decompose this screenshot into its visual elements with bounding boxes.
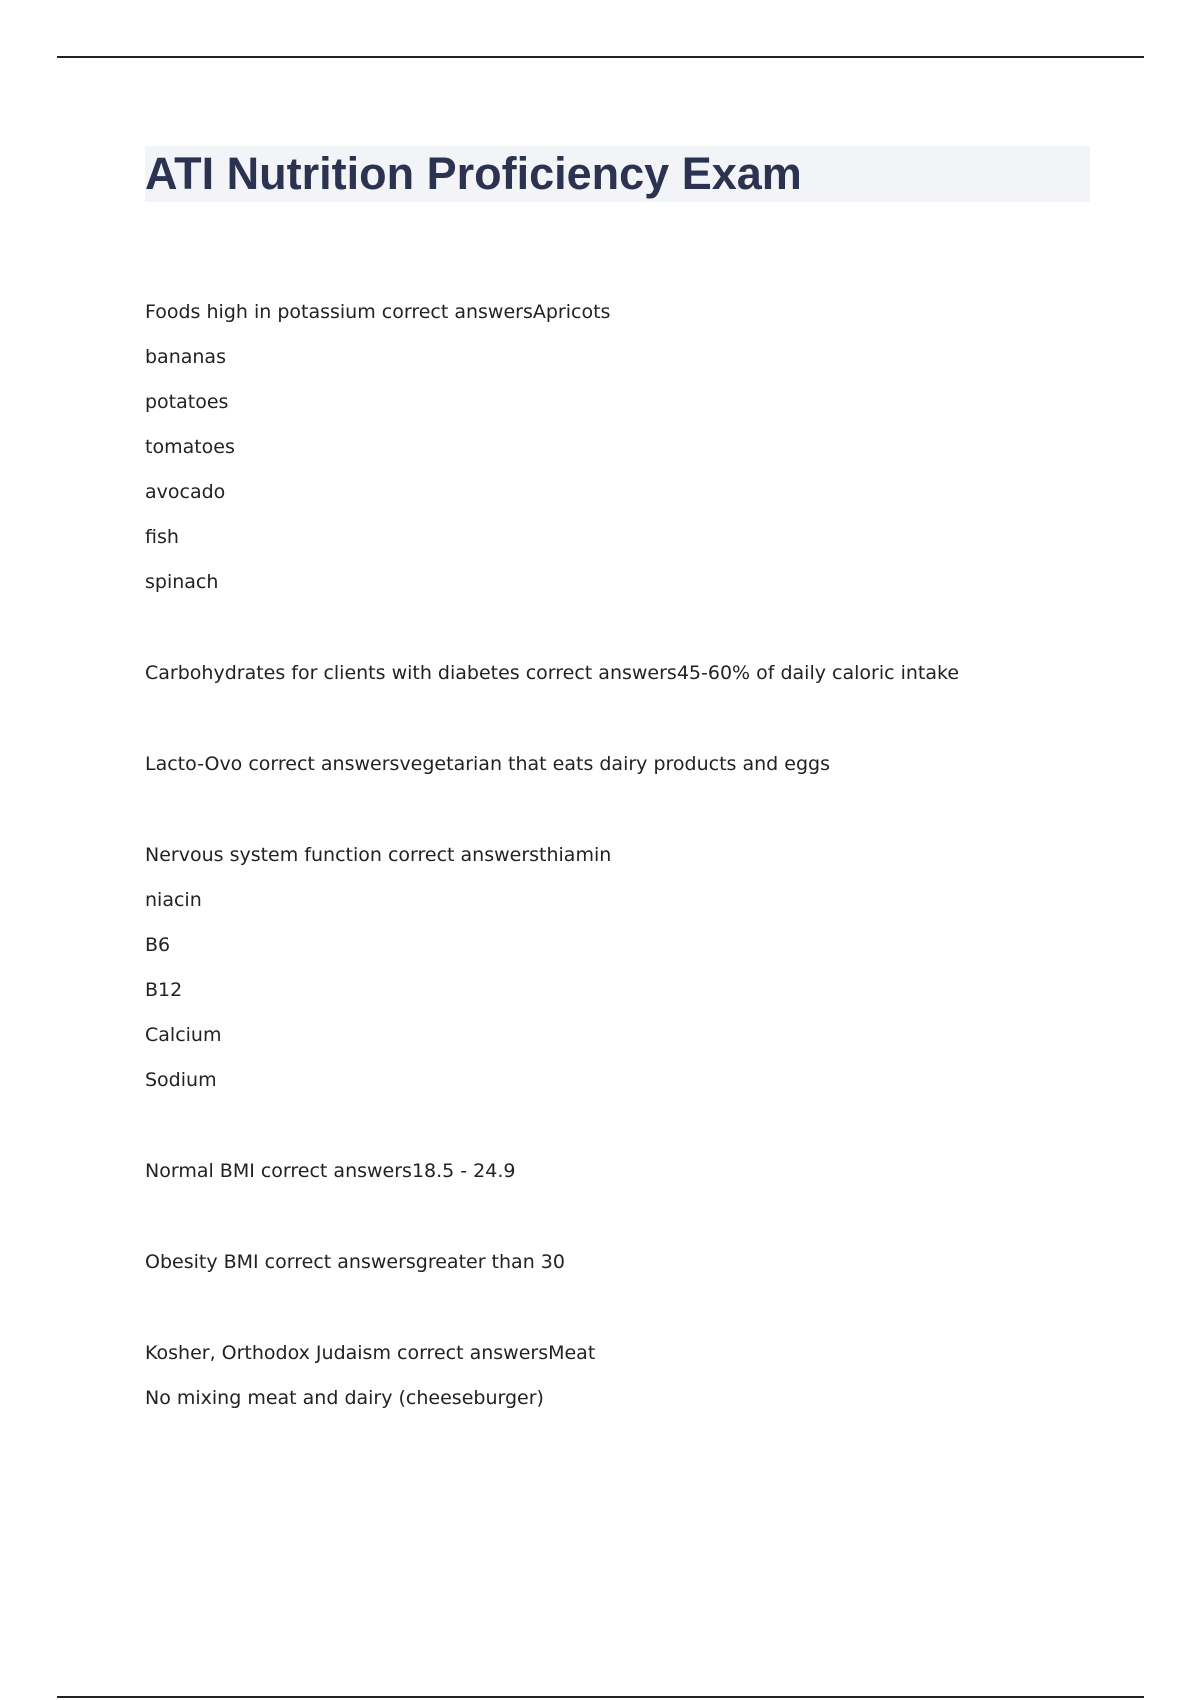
entry-line: Kosher, Orthodox Judaism correct answersMeat (145, 1342, 596, 1364)
document-title: ATI Nutrition Proficiency Exam (145, 148, 802, 199)
document-body (145, 290, 1135, 1467)
qa-entry (145, 742, 1135, 787)
entry-line: Lacto-Ovo correct answersvegetarian that eats dairy products and eggs (145, 753, 830, 775)
entry-line: bananas (145, 346, 226, 368)
entry-line: fish (145, 526, 179, 548)
entry-line: Foods high in potassium correct answersApricots (145, 301, 611, 323)
qa-entry (145, 651, 1135, 696)
bottom-divider (57, 1696, 1144, 1698)
qa-entry (145, 1149, 1135, 1194)
entry-line: avocado (145, 481, 226, 503)
entry-line: Obesity BMI correct answersgreater than 30 (145, 1251, 565, 1273)
entry-line: Normal BMI correct answers18.5 - 24.9 (145, 1160, 516, 1182)
entry-line: B12 (145, 979, 183, 1001)
qa-entry (145, 1240, 1135, 1285)
entry-line: Sodium (145, 1069, 217, 1091)
entry-line: tomatoes (145, 436, 235, 458)
entry-line: No mixing meat and dairy (cheeseburger) (145, 1387, 544, 1409)
entry-line: niacin (145, 889, 202, 911)
entry-line: spinach (145, 571, 219, 593)
entry-line: Nervous system function correct answersthiamin (145, 844, 612, 866)
entry-line: Calcium (145, 1024, 222, 1046)
entry-line: Carbohydrates for clients with diabetes correct answers45-60% of daily caloric intake (145, 662, 960, 684)
qa-entry (145, 290, 1135, 605)
entry-line: B6 (145, 934, 171, 956)
entry-line: potatoes (145, 391, 229, 413)
qa-entry (145, 1331, 1135, 1421)
qa-entry (145, 833, 1135, 1103)
top-divider (57, 56, 1144, 58)
